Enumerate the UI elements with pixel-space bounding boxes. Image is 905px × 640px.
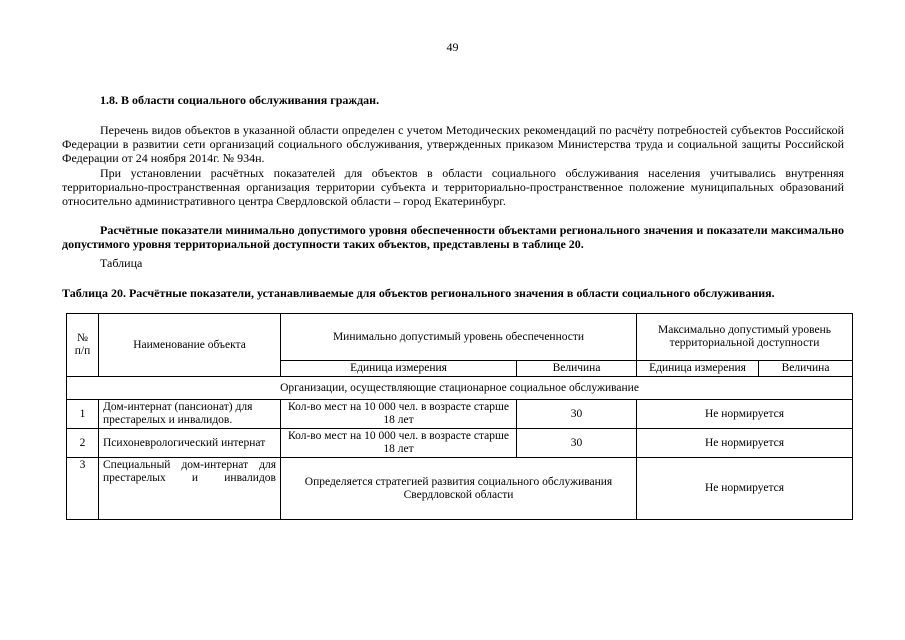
table-row bbox=[67, 458, 853, 520]
row-object-name: Психоневрологический интернат bbox=[99, 429, 281, 458]
row-min-unit: Кол-во мест на 10 000 чел. в возрасте старше 18 лет bbox=[281, 400, 517, 429]
paragraph-text: Перечень видов объектов в указанной области определен с учетом Методических рекомендаций по расчёту потребностей субъектов Российской Федерации в развитии сети организаций социального обслуживания, утвержденных приказом Министерства труда и социальной защиты Российской Федерации от 24 ноября 2014г. № 934н. bbox=[62, 123, 844, 165]
row-max-accessibility: Не нормируется bbox=[637, 458, 853, 520]
paragraph-methodology bbox=[62, 123, 844, 165]
row-max-accessibility: Не нормируется bbox=[637, 429, 853, 458]
header-min-provision: Минимально допустимый уровень обеспеченности bbox=[281, 314, 637, 361]
paragraph-table-intro bbox=[62, 223, 844, 251]
paragraph-territorial bbox=[62, 166, 844, 208]
header-max-unit: Единица измерения bbox=[637, 361, 759, 377]
page-number: 49 bbox=[446, 40, 459, 54]
row-min-unit: Кол-во мест на 10 000 чел. в возрасте старше 18 лет bbox=[281, 429, 517, 458]
paragraph-text: Расчётные показатели минимально допустимого уровня обеспеченности объектами регионального значения и показатели максимально допустимого уровня территориальной доступности таких объектов, представлены в таблице 20. bbox=[62, 223, 844, 251]
header-max-value: Величина bbox=[759, 361, 853, 377]
row-min-merged: Определяется стратегией развития социального обслуживания Свердловской области bbox=[281, 458, 637, 520]
section-heading: 1.8. В области социального обслуживания граждан. bbox=[100, 93, 380, 107]
row-max-accessibility: Не нормируется bbox=[637, 400, 853, 429]
header-number: № п/п bbox=[67, 314, 99, 377]
row-object-name: Дом-интернат (пансионат) для престарелых и инвалидов. bbox=[99, 400, 281, 429]
row-number: 3 bbox=[67, 458, 99, 520]
table-word: Таблица bbox=[100, 256, 143, 270]
row-object-name: Специальный дом-интернат для престарелых и инвалидов bbox=[99, 458, 281, 520]
header-min-value: Величина bbox=[517, 361, 637, 377]
table-group-row bbox=[67, 377, 853, 400]
group-label: Организации, осуществляющие стационарное социальное обслуживание bbox=[67, 377, 853, 400]
header-max-accessibility: Максимально допустимый уровень территориальной доступности bbox=[637, 314, 853, 361]
indicators-table bbox=[66, 313, 853, 520]
row-number: 1 bbox=[67, 400, 99, 429]
table-row bbox=[67, 400, 853, 429]
header-object-name: Наименование объекта bbox=[99, 314, 281, 377]
table-caption: Таблица 20. Расчётные показатели, устанавливаемые для объектов регионального значения в области социального обслуживания. bbox=[62, 286, 775, 300]
header-min-unit: Единица измерения bbox=[281, 361, 517, 377]
row-number: 2 bbox=[67, 429, 99, 458]
paragraph-text: При установлении расчётных показателей для объектов в области социального обслуживания населения учитывались внутренняя территориально-пространственная организация территории субъекта и территориально-пространственное положение муниципальных образований относительно административного центра Свердловской области – город Екатеринбург. bbox=[62, 166, 844, 208]
table-row bbox=[67, 429, 853, 458]
table-header-row bbox=[67, 314, 853, 361]
row-min-value: 30 bbox=[517, 429, 637, 458]
row-min-value: 30 bbox=[517, 400, 637, 429]
